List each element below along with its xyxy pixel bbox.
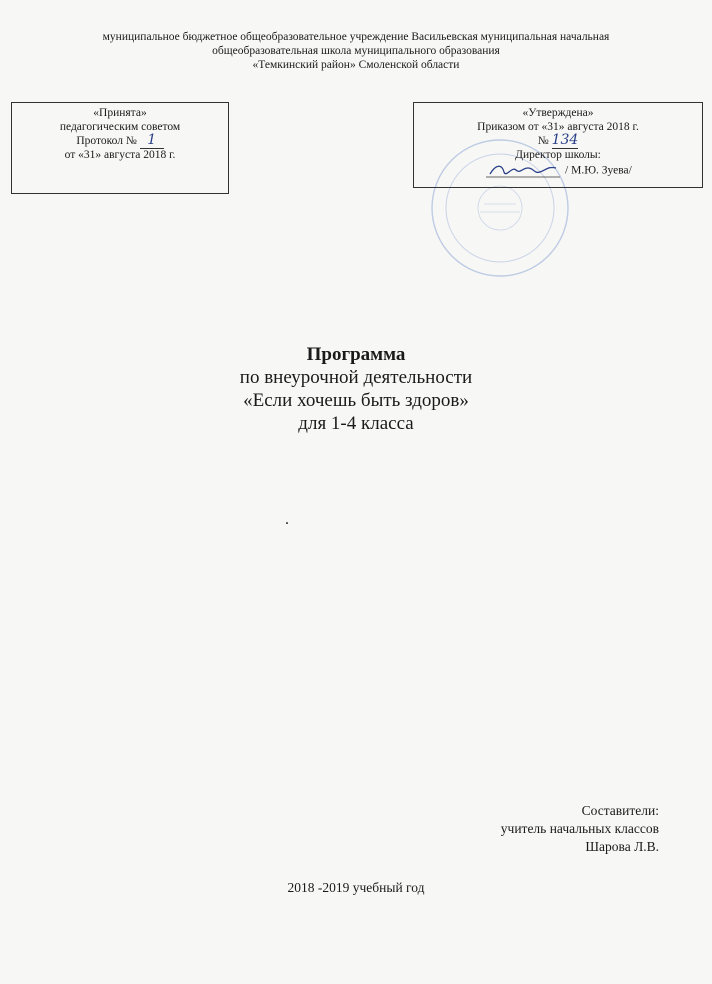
accepted-date: от «31» августа 2018 г. bbox=[64, 148, 176, 161]
program-grades: для 1-4 класса bbox=[298, 413, 414, 434]
accepted-title: «Принята» bbox=[93, 107, 147, 119]
director-label: Директор школы: bbox=[515, 148, 601, 161]
program-title-block bbox=[0, 343, 712, 435]
director-name: / М.Ю. Зуева/ bbox=[565, 164, 632, 177]
approved-order: Приказом от «31» августа 2018 г. bbox=[477, 120, 639, 133]
director-signature-line bbox=[414, 162, 702, 180]
school-header bbox=[0, 30, 712, 72]
author-role: учитель начальных классов bbox=[500, 821, 659, 836]
stray-dot: . bbox=[285, 511, 289, 528]
protocol-number: 1 bbox=[140, 134, 164, 149]
program-subtitle: по внеурочной деятельности bbox=[239, 367, 473, 388]
approved-title: «Утверждена» bbox=[522, 107, 594, 119]
accepted-council: педагогическим советом bbox=[59, 120, 181, 133]
program-name: «Если хочешь быть здоров» bbox=[243, 390, 469, 411]
approved-box bbox=[413, 102, 703, 188]
authors-label: Составители: bbox=[581, 803, 659, 818]
order-label: № bbox=[537, 135, 549, 147]
accepted-box bbox=[11, 102, 229, 194]
header-line-2: общеобразовательная школа муниципального образования bbox=[212, 45, 500, 57]
protocol-line bbox=[12, 134, 228, 149]
academic-year: 2018 -2019 учебный год bbox=[287, 880, 425, 895]
signature-icon bbox=[484, 162, 562, 180]
author-name: Шарова Л.В. bbox=[585, 839, 659, 854]
header-line-1: муниципальное бюджетное общеобразовательное учреждение Васильевская муниципальная начальная bbox=[102, 31, 610, 43]
program-title: Программа bbox=[306, 344, 406, 365]
protocol-label: Протокол № bbox=[76, 135, 137, 147]
order-number: 134 bbox=[551, 132, 579, 148]
order-number-line bbox=[414, 134, 702, 149]
header-line-3: «Темкинский район» Смоленской области bbox=[252, 59, 460, 71]
authors-block bbox=[501, 802, 659, 856]
